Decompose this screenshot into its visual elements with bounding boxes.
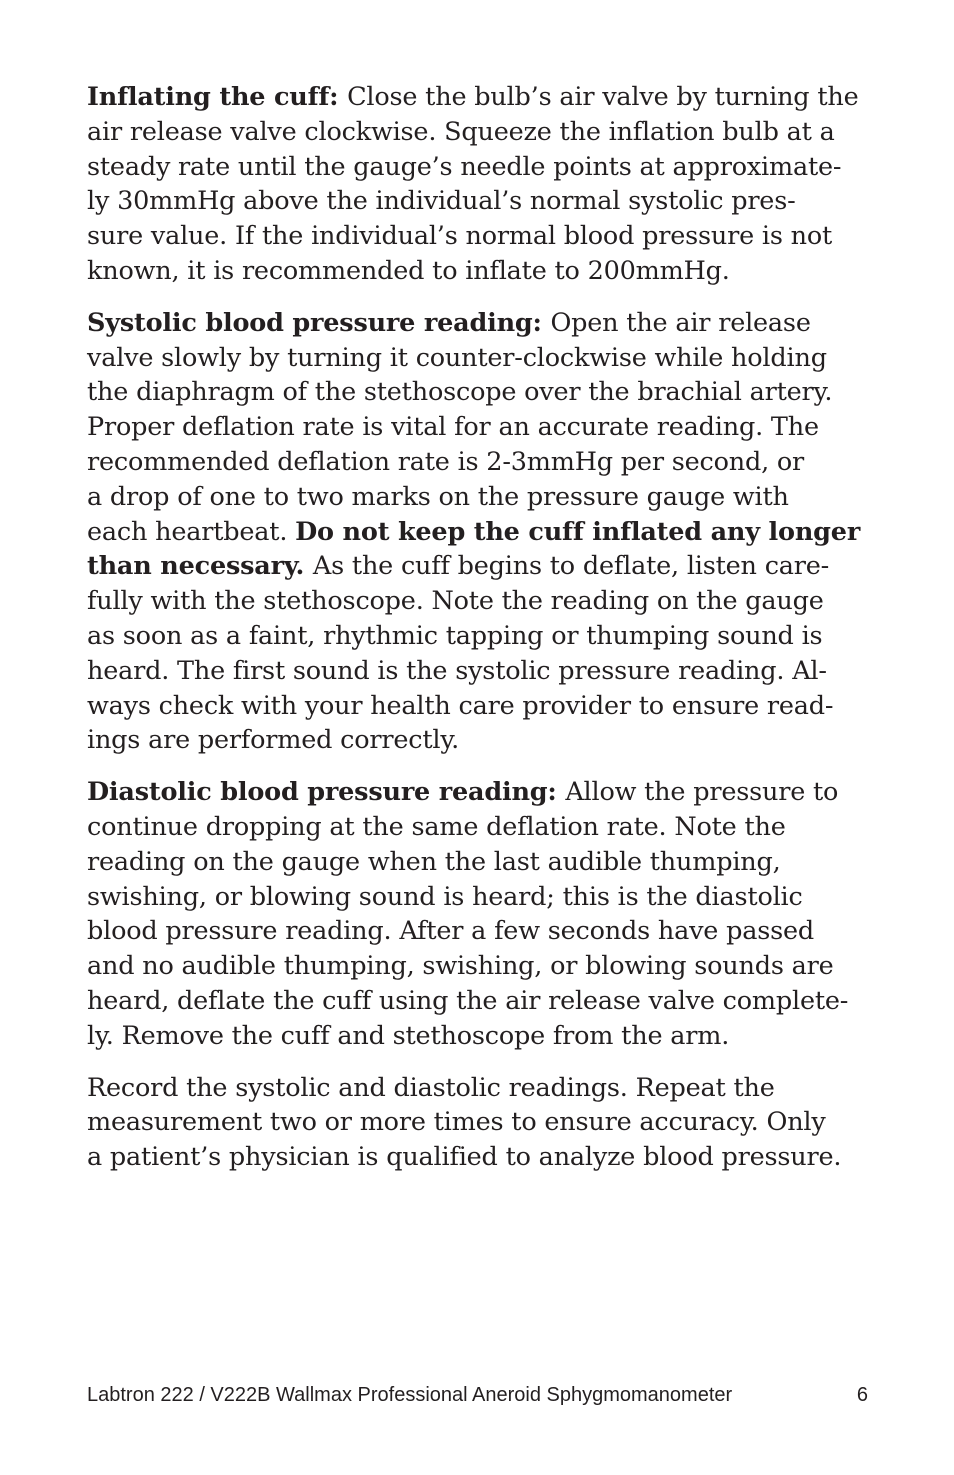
text-line bbox=[87, 654, 872, 689]
text-line bbox=[87, 949, 872, 984]
paragraph-inflating-cuff bbox=[87, 80, 872, 289]
text-line bbox=[87, 306, 872, 341]
body-text: ings are performed correctly. bbox=[87, 725, 460, 756]
body-text: reading on the gauge when the last audible thumping, bbox=[87, 846, 781, 877]
body-text: a patient’s physician is qualified to analyze blood pressure. bbox=[87, 1142, 842, 1173]
text-line bbox=[87, 880, 872, 915]
body-text: heard. The first sound is the systolic pressure reading. Al- bbox=[87, 655, 827, 686]
body-text: valve slowly by turning it counter-clockwise while holding bbox=[87, 342, 827, 373]
bold-text: Do not keep the cuff inflated any longer bbox=[295, 516, 861, 547]
text-line bbox=[87, 515, 872, 550]
text-line bbox=[87, 410, 872, 445]
body-text: steady rate until the gauge’s needle points at approximate- bbox=[87, 151, 842, 182]
text-line bbox=[87, 115, 872, 150]
text-line bbox=[87, 375, 872, 410]
text-line bbox=[87, 689, 872, 724]
page-number: 6 bbox=[856, 1384, 868, 1406]
body-text: measurement two or more times to ensure accuracy. Only bbox=[87, 1107, 826, 1138]
body-text: Allow the pressure to bbox=[565, 777, 839, 808]
text-line bbox=[87, 80, 872, 115]
bold-text: than necessary. bbox=[87, 551, 313, 582]
body-text: ly. Remove the cuff and stethoscope from the arm. bbox=[87, 1020, 730, 1051]
text-line bbox=[87, 1019, 872, 1054]
text-line bbox=[87, 1071, 872, 1106]
body-text: air release valve clockwise. Squeeze the inflation bulb at a bbox=[87, 116, 835, 147]
text-line bbox=[87, 775, 872, 810]
body-text: sure value. If the individual’s normal blood pressure is not bbox=[87, 221, 833, 252]
text-line bbox=[87, 254, 872, 289]
body-text: and no audible thumping, swishing, or blowing sounds are bbox=[87, 951, 834, 982]
body-text: Open the air release bbox=[550, 307, 811, 338]
text-line bbox=[87, 445, 872, 480]
body-text: fully with the stethoscope. Note the reading on the gauge bbox=[87, 586, 824, 617]
document-body bbox=[87, 80, 872, 1192]
text-line bbox=[87, 1140, 872, 1175]
text-line bbox=[87, 845, 872, 880]
text-line bbox=[87, 341, 872, 376]
text-line bbox=[87, 184, 872, 219]
text-line bbox=[87, 1105, 872, 1140]
body-text: known, it is recommended to inflate to 200mmHg. bbox=[87, 255, 730, 286]
text-line bbox=[87, 914, 872, 949]
text-line bbox=[87, 810, 872, 845]
body-text: Proper deflation rate is vital for an accurate reading. The bbox=[87, 412, 819, 443]
paragraph-diastolic-reading bbox=[87, 775, 872, 1053]
bold-text: Systolic blood pressure reading: bbox=[87, 307, 551, 338]
text-line bbox=[87, 480, 872, 515]
body-text: as soon as a faint, rhythmic tapping or thumping sound is bbox=[87, 620, 823, 651]
text-line bbox=[87, 549, 872, 584]
body-text: ways check with your health care provider to ensure read- bbox=[87, 690, 834, 721]
body-text: the diaphragm of the stethoscope over the brachial artery. bbox=[87, 377, 833, 408]
text-line bbox=[87, 723, 872, 758]
body-text: recommended deflation rate is 2-3mmHg per second, or bbox=[87, 446, 805, 477]
body-text: a drop of one to two marks on the pressure gauge with bbox=[87, 481, 789, 512]
text-line bbox=[87, 150, 872, 185]
page-footer bbox=[87, 1382, 868, 1408]
body-text: Record the systolic and diastolic readings. Repeat the bbox=[87, 1072, 775, 1103]
paragraph-systolic-reading bbox=[87, 306, 872, 758]
paragraph-record-readings bbox=[87, 1071, 872, 1175]
body-text: As the cuff begins to deflate, listen care- bbox=[312, 551, 830, 582]
text-line bbox=[87, 984, 872, 1019]
body-text: ly 30mmHg above the individual’s normal systolic pres- bbox=[87, 186, 796, 217]
text-line bbox=[87, 619, 872, 654]
body-text: swishing, or blowing sound is heard; this is the diastolic bbox=[87, 881, 803, 912]
bold-text: Diastolic blood pressure reading: bbox=[87, 777, 566, 808]
body-text: continue dropping at the same deflation rate. Note the bbox=[87, 811, 786, 842]
body-text: heard, deflate the cuff using the air release valve complete- bbox=[87, 985, 849, 1016]
text-line bbox=[87, 219, 872, 254]
body-text: blood pressure reading. After a few seconds have passed bbox=[87, 916, 815, 947]
footer-title: Labtron 222 / V222B Wallmax Professional Aneroid Sphygmomanometer bbox=[87, 1384, 733, 1406]
body-text: Close the bulb’s air valve by turning the bbox=[347, 82, 859, 112]
text-line bbox=[87, 584, 872, 619]
body-text: each heartbeat. bbox=[87, 516, 296, 547]
bold-text: Inflating the cuff: bbox=[87, 82, 348, 112]
